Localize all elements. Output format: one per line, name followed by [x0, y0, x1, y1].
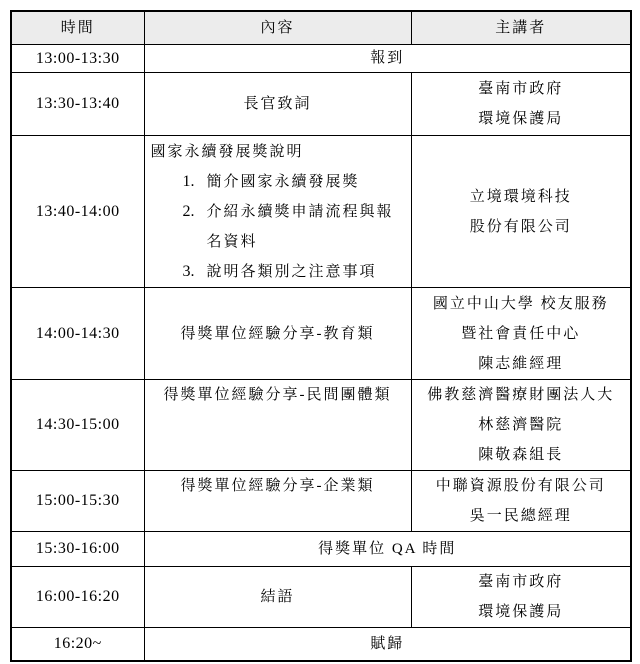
header-row — [11, 11, 631, 45]
speaker-line: 環境保護局 — [478, 111, 564, 127]
agenda-list-item — [151, 197, 405, 257]
agenda-section-title: 國家永續發展獎說明 — [150, 143, 304, 160]
speaker-line: 佛教慈濟醫療財團法人大 — [427, 387, 615, 403]
time-cell: 13:40-14:00 — [11, 136, 144, 288]
speaker-line: 吳一民總經理 — [469, 508, 572, 524]
time-cell: 16:00-16:20 — [11, 567, 144, 628]
agenda-list-item — [151, 167, 405, 197]
content-cell: 報到 — [144, 45, 631, 73]
speaker-line: 陳志維經理 — [478, 355, 564, 372]
speaker-line: 中聯資源股份有限公司 — [435, 478, 606, 494]
time-cell: 14:30-15:00 — [11, 380, 144, 471]
speaker-line: 臺南市政府 — [478, 81, 564, 97]
column-header-content: 內容 — [144, 11, 411, 45]
time-cell: 16:20~ — [11, 628, 144, 661]
time-cell: 15:30-16:00 — [11, 532, 144, 567]
table-row — [11, 567, 631, 628]
speaker-line: 國立中山大學 校友服務 — [432, 295, 609, 312]
speaker-cell — [411, 380, 631, 471]
speaker-line: 立境環境科技 — [469, 188, 572, 205]
list-item-text: 說明各類別之注意事項 — [206, 263, 377, 280]
table-row — [11, 45, 631, 73]
time-cell: 15:00-15:30 — [11, 471, 144, 532]
content-cell: 賦歸 — [144, 628, 631, 661]
column-header-speaker: 主講者 — [411, 11, 631, 45]
table-row — [11, 471, 631, 532]
table-row — [11, 73, 631, 136]
content-cell: 得獎單位經驗分享-企業類 — [144, 471, 411, 532]
content-cell: 得獎單位經驗分享-民間團體類 — [144, 380, 411, 471]
speaker-line: 林慈濟醫院 — [478, 417, 564, 433]
content-cell — [144, 136, 411, 288]
table-row — [11, 380, 631, 471]
speaker-cell — [411, 567, 631, 628]
column-header-time: 時間 — [11, 11, 144, 45]
time-cell: 13:30-13:40 — [11, 73, 144, 136]
speaker-line: 陳敬森組長 — [478, 447, 564, 463]
time-cell: 14:00-14:30 — [11, 288, 144, 380]
table-row — [11, 532, 631, 567]
speaker-line: 臺南市政府 — [478, 574, 564, 590]
speaker-line: 股份有限公司 — [469, 218, 572, 235]
speaker-line: 暨社會責任中心 — [461, 325, 581, 342]
table-row — [11, 628, 631, 661]
list-item-text: 簡介國家永續發展獎 — [206, 173, 360, 190]
list-item-number: 2. — [182, 202, 195, 220]
speaker-cell — [411, 136, 631, 288]
agenda-table — [10, 10, 632, 662]
table-row — [11, 136, 631, 288]
content-cell: 得獎單位 QA 時間 — [144, 532, 631, 567]
list-item-number: 3. — [182, 262, 195, 280]
speaker-cell — [411, 73, 631, 136]
table-row — [11, 288, 631, 380]
content-cell: 得獎單位經驗分享-教育類 — [144, 288, 411, 380]
speaker-cell — [411, 288, 631, 380]
list-item-number: 1. — [182, 172, 195, 190]
list-item-text: 介紹永續獎申請流程與報名資料 — [206, 203, 394, 250]
agenda-list-item — [151, 257, 405, 287]
speaker-cell — [411, 471, 631, 532]
speaker-line: 環境保護局 — [478, 604, 564, 620]
content-cell: 結語 — [144, 567, 411, 628]
content-cell: 長官致詞 — [144, 73, 411, 136]
time-cell: 13:00-13:30 — [11, 45, 144, 73]
